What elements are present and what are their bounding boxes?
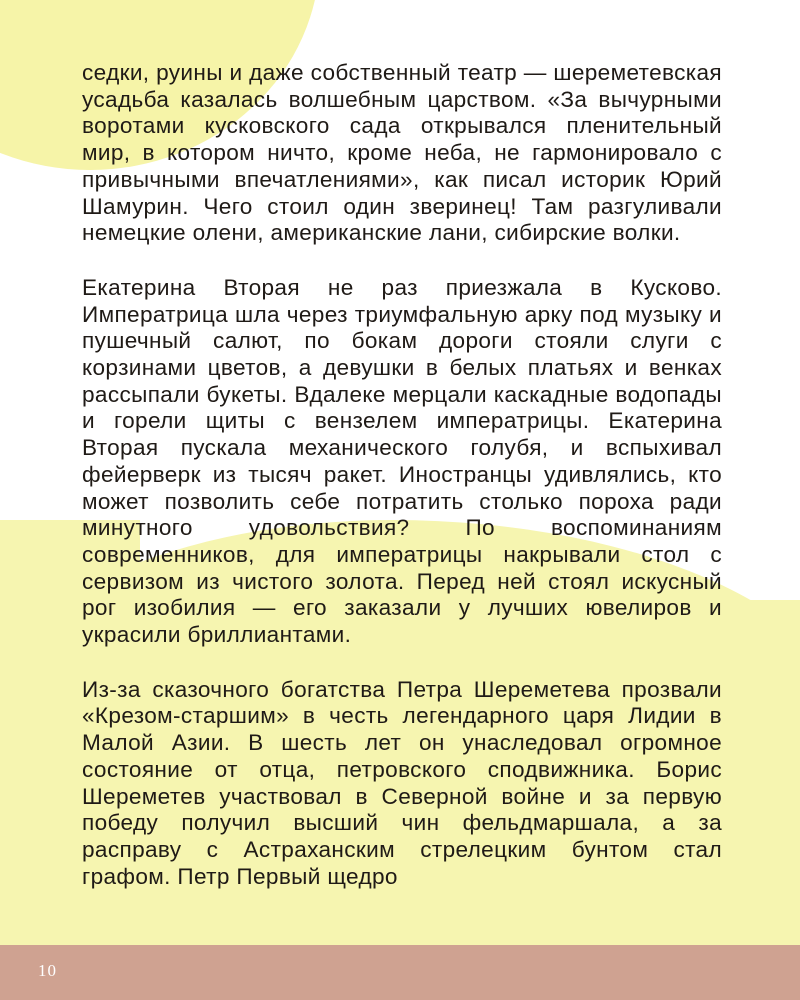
page-number: 10 xyxy=(38,961,57,980)
paragraph-2: Екатерина Вторая не раз приезжала в Кусково. Императрица шла через триумфальную арку под музыку и пушечный салют, по бокам дороги стояли слуги с корзинами цветов, а девушки в белых платьях и венках рассыпали букеты. Вдалеке мерцали каскадные водопады и горели щиты с вензелем императрицы. Екатерина Вторая пускала механического голубя, и вспыхивал фейерверк из тысяч ракет. Иностранцы удивлялись, кто может позволить себе потратить столько пороха ради минутного удовольствия? По воспоминаниям современников, для императрицы накрывали стол с сервизом из чистого золота. Перед ней стоял искусный рог изобилия — его заказали у лучших ювелиров и украсили бриллиантами. xyxy=(82,274,722,648)
footer-bar xyxy=(0,945,800,1000)
paragraph-1: седки, руины и даже собственный театр — шереметевская усадьба казалась волшебным царством. «За вычурными воротами кусковского сада открывался пленительный мир, в котором ничто, кроме неба, не гармонировало с привычными впечатлениями», как писал историк Юрий Шамурин. Чего стоил один зверинец! Там разгуливали немецкие олени, американские лани, сибирские волки. xyxy=(82,60,722,246)
article-body xyxy=(82,60,722,890)
paragraph-3: Из-за сказочного богатства Петра Шереметева прозвали «Крезом-старшим» в честь легендарного царя Лидии в Малой Азии. В шесть лет он унаследовал огромное состояние от отца, петровского сподвижника. Борис Шереметев участвовал в Северной войне и за первую победу получил высший чин фельдмаршала, а за расправу с Астраханским стрелецким бунтом стал графом. Петр Первый щедро xyxy=(82,676,722,889)
